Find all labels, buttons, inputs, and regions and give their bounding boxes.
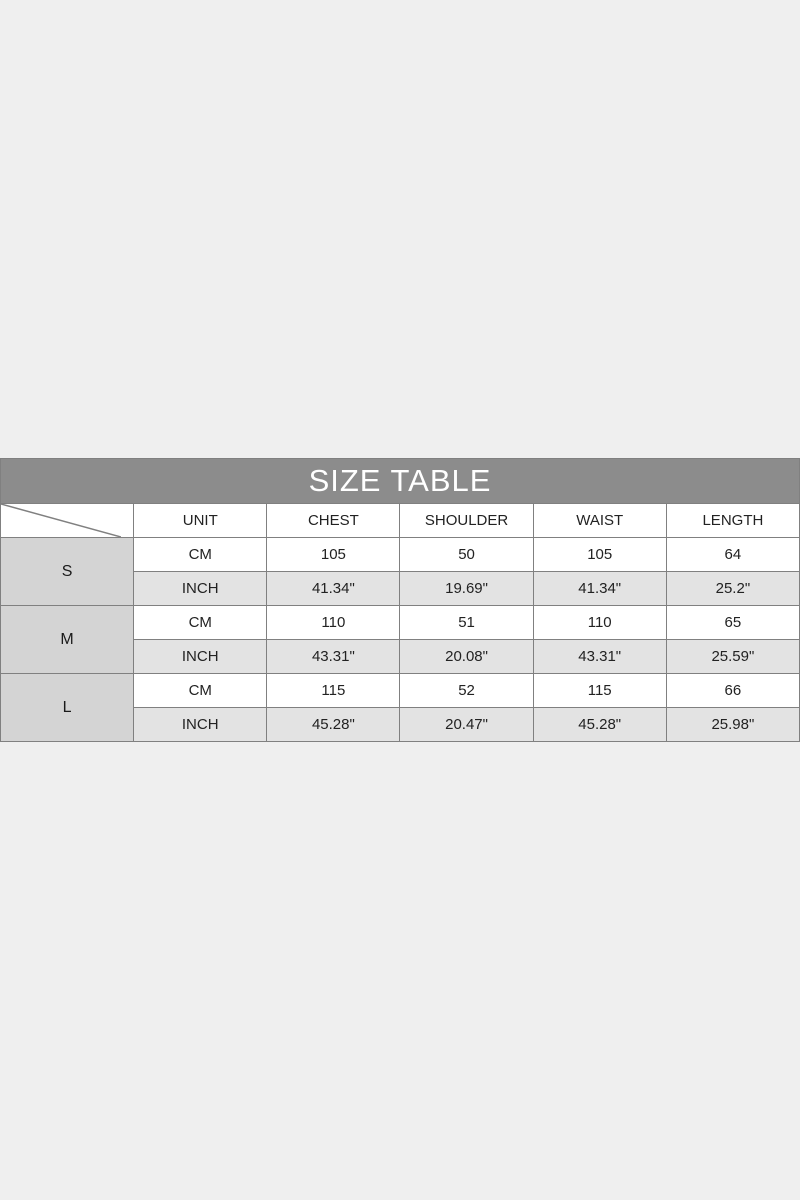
column-header-length: LENGTH (666, 504, 799, 538)
value-waist: 43.31" (533, 640, 666, 674)
value-length: 25.59" (666, 640, 799, 674)
table-row (1, 674, 800, 708)
size-table-container (0, 458, 800, 742)
corner-diagonal-cell (1, 504, 134, 538)
column-header-waist: WAIST (533, 504, 666, 538)
column-header-shoulder: SHOULDER (400, 504, 533, 538)
unit-label: INCH (134, 708, 267, 742)
unit-label: CM (134, 606, 267, 640)
value-chest: 45.28" (267, 708, 400, 742)
unit-label: CM (134, 538, 267, 572)
value-length: 25.2" (666, 572, 799, 606)
value-chest: 115 (267, 674, 400, 708)
size-label-l: L (1, 674, 134, 742)
table-title: SIZE TABLE (1, 459, 800, 504)
diagonal-line-icon (1, 504, 121, 537)
value-waist: 105 (533, 538, 666, 572)
value-shoulder: 50 (400, 538, 533, 572)
value-chest: 43.31" (267, 640, 400, 674)
value-length: 64 (666, 538, 799, 572)
table-row (1, 538, 800, 572)
value-length: 25.98" (666, 708, 799, 742)
value-length: 66 (666, 674, 799, 708)
table-title-row (1, 459, 800, 504)
value-waist: 41.34" (533, 572, 666, 606)
column-header-unit: UNIT (134, 504, 267, 538)
size-table (0, 458, 800, 742)
value-chest: 110 (267, 606, 400, 640)
size-label-s: S (1, 538, 134, 606)
value-waist: 45.28" (533, 708, 666, 742)
value-chest: 105 (267, 538, 400, 572)
table-header-row (1, 504, 800, 538)
value-shoulder: 19.69" (400, 572, 533, 606)
unit-label: INCH (134, 572, 267, 606)
column-header-chest: CHEST (267, 504, 400, 538)
table-row (1, 606, 800, 640)
value-shoulder: 20.08" (400, 640, 533, 674)
value-shoulder: 20.47" (400, 708, 533, 742)
unit-label: INCH (134, 640, 267, 674)
unit-label: CM (134, 674, 267, 708)
value-shoulder: 52 (400, 674, 533, 708)
size-label-m: M (1, 606, 134, 674)
value-shoulder: 51 (400, 606, 533, 640)
value-waist: 115 (533, 674, 666, 708)
value-waist: 110 (533, 606, 666, 640)
value-chest: 41.34" (267, 572, 400, 606)
value-length: 65 (666, 606, 799, 640)
